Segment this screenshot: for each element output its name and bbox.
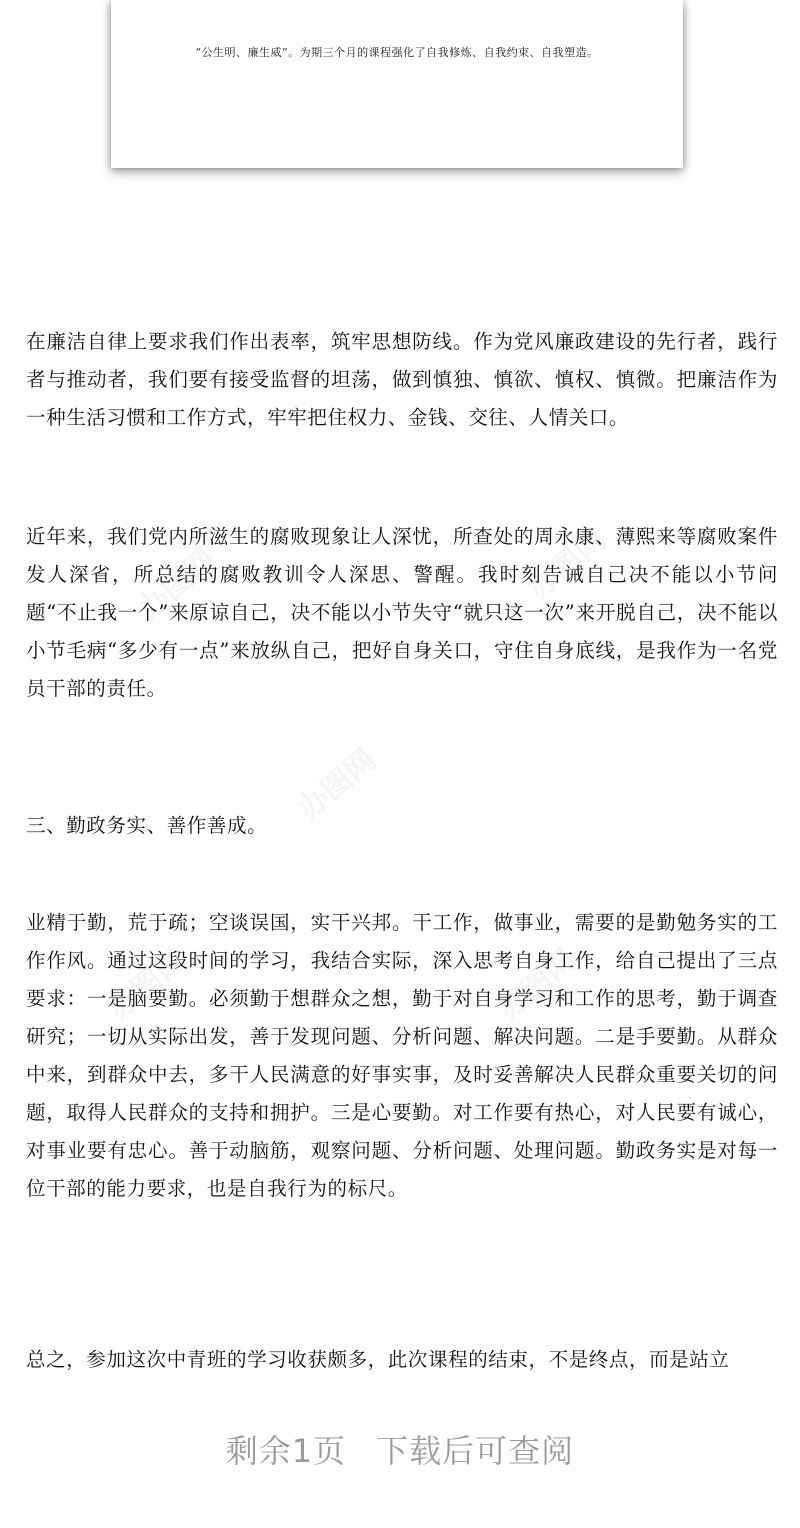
preview-page-card [111, 0, 683, 168]
remaining-pages-label: 剩余1页 [225, 1432, 347, 1470]
paragraph: 业精于勤，荒于疏；空谈误国，实干兴邦。干工作，做事业，需要的是勤勉务实的工作作风。通过这段时间的学习，我结合实际，深入思考自身工作，给自己提出了三点要求：一是脑要勤。必须勤于想群众之想，勤于对自身学习和工作的思考，勤于调查研究；一切从实际出发，善于发现问题、分析问题、解决问题。二是手要勤。从群众中来，到群众中去，多干人民满意的好事实事，及时妥善解决人民群众重要关切的问题，取得人民群众的支持和拥护。三是心要勤。对工作要有热心，对人民要有诚心，对事业要有忠心。善于动脑筋，观察问题、分析问题、处理问题。勤政务实是对每一位干部的能力要求，也是自我行为的标尺。 [26, 911, 778, 1200]
download-hint-label: 下载后可查阅 [376, 1432, 575, 1470]
section-heading: 三、勤政务实、善作善成。 [26, 814, 268, 837]
paragraph: 在廉洁自律上要求我们作出表率，筑牢思想防线。作为党风廉政建设的先行者，践行者与推动者，我们要有接受监督的坦荡，做到慎独、慎欲、慎权、慎微。把廉洁作为一种生活习惯和工作方式，牢牢把住权力、金钱、交往、人情关口。 [26, 330, 778, 429]
download-prompt[interactable] [0, 1426, 800, 1472]
paragraph: 近年来，我们党内所滋生的腐败现象让人深忧，所查处的周永康、薄熙来等腐败案件发人深省，所总结的腐败教训令人深思、警醒。我时刻告诫自己决不能以小节问题“不止我一个”来原谅自己，决不能以小节失守“就只这一次”来开脱自己，决不能以小节毛病“多少有一点”来放纵自己，把好自身关口，守住自身底线，是我作为一名党员干部的责任。 [26, 525, 778, 700]
preview-card-text: “公生明、廉生威”。为期三个月的课程强化了自我修炼、自我约束、自我塑造。 [195, 46, 599, 59]
paragraph: 总之，参加这次中青班的学习收获颇多，此次课程的结束，不是终点，而是站立 [26, 1348, 730, 1371]
